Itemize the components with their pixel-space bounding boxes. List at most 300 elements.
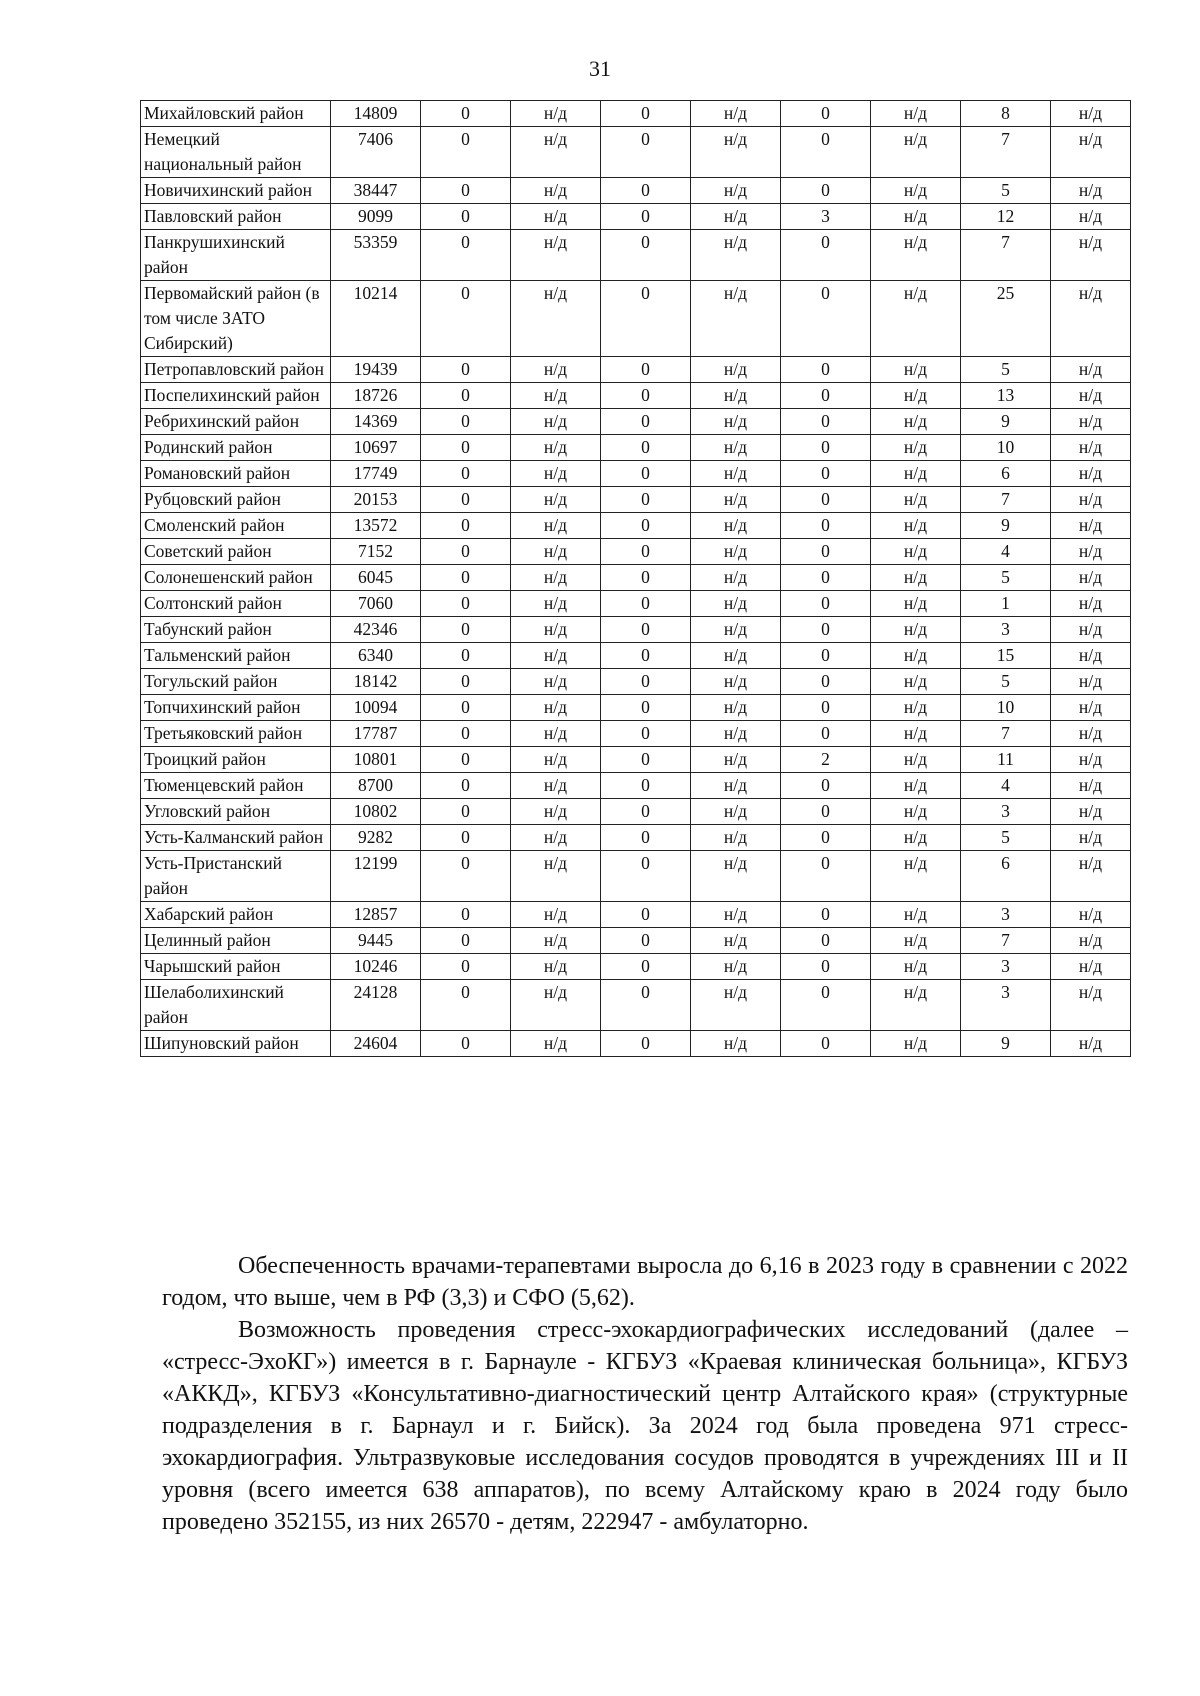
district-name-cell: Троицкий район [141,747,331,773]
value-cell: 8 [961,101,1051,127]
value-cell: 0 [601,230,691,281]
table-row [141,902,1131,928]
value-cell: 0 [601,383,691,409]
population-cell: 7406 [331,127,421,178]
population-cell: 17787 [331,721,421,747]
table-row [141,409,1131,435]
value-cell: н/д [511,565,601,591]
value-cell: н/д [691,799,781,825]
value-cell: н/д [691,1031,781,1057]
value-cell: 0 [421,461,511,487]
value-cell: 0 [421,851,511,902]
value-cell: н/д [871,487,961,513]
value-cell: 0 [781,435,871,461]
value-cell: 0 [781,695,871,721]
value-cell: 7 [961,487,1051,513]
value-cell: н/д [511,669,601,695]
value-cell: 0 [781,127,871,178]
table-row [141,954,1131,980]
value-cell: 0 [781,230,871,281]
table-row [141,799,1131,825]
value-cell: н/д [871,591,961,617]
value-cell: 0 [421,773,511,799]
value-cell: 10 [961,435,1051,461]
table-row [141,928,1131,954]
population-cell: 9099 [331,204,421,230]
value-cell: н/д [511,902,601,928]
value-cell: 11 [961,747,1051,773]
value-cell: н/д [511,928,601,954]
district-name-cell: Чарышский район [141,954,331,980]
value-cell: 0 [421,1031,511,1057]
district-name-cell: Тюменцевский район [141,773,331,799]
value-cell: н/д [511,281,601,357]
value-cell: 0 [421,980,511,1031]
value-cell: 0 [421,204,511,230]
table-row [141,487,1131,513]
value-cell: 12 [961,204,1051,230]
district-name-cell: Рубцовский район [141,487,331,513]
value-cell: 15 [961,643,1051,669]
value-cell: 0 [781,617,871,643]
value-cell: 0 [421,357,511,383]
value-cell: н/д [511,721,601,747]
population-cell: 24128 [331,980,421,1031]
value-cell: н/д [1051,695,1131,721]
value-cell: н/д [691,721,781,747]
value-cell: 0 [421,435,511,461]
value-cell: н/д [871,101,961,127]
district-name-cell: Тальменский район [141,643,331,669]
population-cell: 10094 [331,695,421,721]
value-cell: 0 [781,101,871,127]
value-cell: 0 [421,127,511,178]
value-cell: н/д [871,178,961,204]
value-cell: 0 [421,513,511,539]
value-cell: н/д [1051,435,1131,461]
value-cell: н/д [691,435,781,461]
value-cell: н/д [1051,487,1131,513]
value-cell: н/д [871,409,961,435]
district-name-cell: Тогульский район [141,669,331,695]
paragraph-1: Обеспеченность врачами-терапевтами выросла до 6,16 в 2023 году в сравнении с 2022 годом, что выше, чем в РФ (3,3) и СФО (5,62). [162,1253,1128,1311]
population-cell: 10802 [331,799,421,825]
value-cell: н/д [1051,669,1131,695]
value-cell: н/д [691,539,781,565]
value-cell: 7 [961,230,1051,281]
value-cell: 0 [781,178,871,204]
value-cell: 0 [601,747,691,773]
value-cell: н/д [691,617,781,643]
value-cell: н/д [871,695,961,721]
value-cell: 0 [601,281,691,357]
value-cell: н/д [1051,643,1131,669]
value-cell: н/д [1051,954,1131,980]
value-cell: 0 [601,851,691,902]
population-cell: 14369 [331,409,421,435]
value-cell: 0 [781,487,871,513]
value-cell: н/д [691,487,781,513]
value-cell: н/д [511,617,601,643]
value-cell: н/д [1051,230,1131,281]
value-cell: н/д [691,565,781,591]
population-cell: 24604 [331,1031,421,1057]
district-name-cell: Романовский район [141,461,331,487]
value-cell: н/д [1051,773,1131,799]
value-cell: н/д [691,461,781,487]
table-row [141,204,1131,230]
value-cell: 0 [601,669,691,695]
value-cell: 0 [781,825,871,851]
value-cell: 0 [601,409,691,435]
population-cell: 9282 [331,825,421,851]
value-cell: 0 [601,539,691,565]
value-cell: н/д [511,695,601,721]
value-cell: 0 [601,178,691,204]
value-cell: 0 [781,902,871,928]
value-cell: 0 [781,513,871,539]
table-row [141,357,1131,383]
value-cell: н/д [511,101,601,127]
value-cell: н/д [691,643,781,669]
value-cell: н/д [691,669,781,695]
value-cell: 0 [781,383,871,409]
value-cell: н/д [1051,357,1131,383]
value-cell: н/д [691,383,781,409]
value-cell: н/д [511,513,601,539]
value-cell: н/д [691,281,781,357]
value-cell: 2 [781,747,871,773]
table-row [141,281,1131,357]
population-cell: 53359 [331,230,421,281]
body-text [162,1250,1128,1538]
value-cell: н/д [1051,747,1131,773]
value-cell: 0 [601,435,691,461]
population-cell: 10246 [331,954,421,980]
population-cell: 10214 [331,281,421,357]
district-name-cell: Первомайский район (в том числе ЗАТО Сибирский) [141,281,331,357]
district-name-cell: Топчихинский район [141,695,331,721]
value-cell: н/д [871,435,961,461]
value-cell: 0 [421,954,511,980]
value-cell: н/д [871,954,961,980]
population-cell: 12857 [331,902,421,928]
value-cell: н/д [511,409,601,435]
value-cell: 3 [961,799,1051,825]
value-cell: 0 [601,1031,691,1057]
table-row [141,435,1131,461]
value-cell: 0 [421,565,511,591]
value-cell: 5 [961,565,1051,591]
table-row [141,773,1131,799]
value-cell: 3 [961,902,1051,928]
table-row [141,643,1131,669]
value-cell: н/д [511,825,601,851]
value-cell: н/д [871,902,961,928]
value-cell: н/д [511,178,601,204]
value-cell: 0 [601,591,691,617]
value-cell: 9 [961,1031,1051,1057]
page-number: 31 [589,56,611,81]
value-cell: н/д [1051,409,1131,435]
table-row [141,591,1131,617]
value-cell: н/д [511,230,601,281]
value-cell: н/д [1051,565,1131,591]
value-cell: 0 [601,643,691,669]
value-cell: н/д [1051,902,1131,928]
population-cell: 7152 [331,539,421,565]
value-cell: н/д [871,1031,961,1057]
value-cell: 0 [421,669,511,695]
value-cell: н/д [871,980,961,1031]
value-cell: н/д [871,721,961,747]
value-cell: 0 [781,669,871,695]
value-cell: 5 [961,178,1051,204]
district-name-cell: Целинный район [141,928,331,954]
value-cell: н/д [691,825,781,851]
value-cell: н/д [871,127,961,178]
value-cell: 0 [601,695,691,721]
value-cell: н/д [511,539,601,565]
value-cell: н/д [871,513,961,539]
value-cell: н/д [1051,281,1131,357]
value-cell: 0 [781,721,871,747]
value-cell: 0 [601,513,691,539]
value-cell: н/д [1051,461,1131,487]
value-cell: н/д [511,591,601,617]
district-name-cell: Солонешенский район [141,565,331,591]
table-row [141,747,1131,773]
value-cell: 0 [601,773,691,799]
population-cell: 19439 [331,357,421,383]
value-cell: н/д [871,565,961,591]
value-cell: 0 [601,980,691,1031]
value-cell: н/д [511,773,601,799]
population-cell: 6340 [331,643,421,669]
value-cell: н/д [511,435,601,461]
value-cell: н/д [871,799,961,825]
value-cell: н/д [871,357,961,383]
population-cell: 10697 [331,435,421,461]
table-row [141,461,1131,487]
district-name-cell: Усть-Калманский район [141,825,331,851]
value-cell: 6 [961,851,1051,902]
value-cell: н/д [871,928,961,954]
value-cell: 3 [781,204,871,230]
population-cell: 12199 [331,851,421,902]
value-cell: н/д [1051,851,1131,902]
value-cell: 0 [421,695,511,721]
table-row [141,230,1131,281]
value-cell: н/д [871,669,961,695]
value-cell: 0 [781,409,871,435]
value-cell: н/д [871,281,961,357]
value-cell: н/д [1051,799,1131,825]
value-cell: н/д [511,127,601,178]
value-cell: н/д [1051,928,1131,954]
table-row [141,127,1131,178]
value-cell: 0 [421,539,511,565]
population-cell: 38447 [331,178,421,204]
value-cell: н/д [1051,980,1131,1031]
value-cell: н/д [691,954,781,980]
value-cell: 0 [601,461,691,487]
value-cell: н/д [691,928,781,954]
value-cell: 5 [961,825,1051,851]
value-cell: 0 [781,954,871,980]
population-cell: 10801 [331,747,421,773]
value-cell: н/д [691,230,781,281]
value-cell: н/д [1051,1031,1131,1057]
value-cell: н/д [691,980,781,1031]
value-cell: 9 [961,409,1051,435]
value-cell: 9 [961,513,1051,539]
value-cell: н/д [871,539,961,565]
value-cell: н/д [1051,204,1131,230]
district-name-cell: Смоленский район [141,513,331,539]
value-cell: 10 [961,695,1051,721]
district-name-cell: Петропавловский район [141,357,331,383]
value-cell: 0 [601,204,691,230]
value-cell: 0 [781,357,871,383]
value-cell: н/д [691,409,781,435]
value-cell: 3 [961,954,1051,980]
district-name-cell: Новичихинский район [141,178,331,204]
value-cell: 0 [421,825,511,851]
value-cell: 0 [601,721,691,747]
value-cell: 4 [961,539,1051,565]
value-cell: н/д [1051,591,1131,617]
table-row [141,565,1131,591]
table-row [141,383,1131,409]
population-cell: 6045 [331,565,421,591]
table-row [141,617,1131,643]
population-cell: 9445 [331,928,421,954]
value-cell: 7 [961,721,1051,747]
value-cell: 0 [601,902,691,928]
value-cell: 7 [961,928,1051,954]
value-cell: н/д [511,204,601,230]
value-cell: н/д [1051,101,1131,127]
value-cell: 0 [421,643,511,669]
value-cell: 0 [421,383,511,409]
value-cell: н/д [511,954,601,980]
district-name-cell: Шелаболихинский район [141,980,331,1031]
value-cell: 1 [961,591,1051,617]
district-name-cell: Шипуновский район [141,1031,331,1057]
value-cell: 0 [601,928,691,954]
population-cell: 14809 [331,101,421,127]
value-cell: 0 [421,902,511,928]
district-name-cell: Табунский район [141,617,331,643]
value-cell: н/д [1051,539,1131,565]
table-row [141,825,1131,851]
value-cell: н/д [691,101,781,127]
value-cell: н/д [691,591,781,617]
value-cell: 0 [781,281,871,357]
population-cell: 7060 [331,591,421,617]
value-cell: 0 [421,281,511,357]
value-cell: н/д [511,747,601,773]
district-name-cell: Павловский район [141,204,331,230]
value-cell: н/д [871,461,961,487]
value-cell: н/д [691,178,781,204]
districts-table [140,100,1131,1057]
population-cell: 20153 [331,487,421,513]
population-cell: 42346 [331,617,421,643]
value-cell: 0 [781,461,871,487]
value-cell: 13 [961,383,1051,409]
value-cell: н/д [871,747,961,773]
value-cell: н/д [691,513,781,539]
table-row [141,851,1131,902]
value-cell: н/д [691,695,781,721]
value-cell: 7 [961,127,1051,178]
population-cell: 18726 [331,383,421,409]
value-cell: н/д [871,617,961,643]
table-row [141,980,1131,1031]
population-cell: 13572 [331,513,421,539]
value-cell: н/д [511,851,601,902]
value-cell: н/д [511,357,601,383]
value-cell: н/д [691,357,781,383]
district-name-cell: Третьяковский район [141,721,331,747]
value-cell: 5 [961,669,1051,695]
value-cell: 0 [781,591,871,617]
value-cell: 3 [961,617,1051,643]
value-cell: 0 [421,178,511,204]
value-cell: н/д [511,643,601,669]
district-name-cell: Усть-Пристанский район [141,851,331,902]
table-row [141,178,1131,204]
value-cell: н/д [1051,178,1131,204]
value-cell: н/д [1051,721,1131,747]
value-cell: 0 [421,617,511,643]
value-cell: 0 [421,487,511,513]
value-cell: н/д [691,127,781,178]
value-cell: 0 [601,954,691,980]
table-row [141,513,1131,539]
value-cell: 0 [781,928,871,954]
value-cell: 0 [781,799,871,825]
district-name-cell: Немецкий национальный район [141,127,331,178]
population-cell: 17749 [331,461,421,487]
value-cell: н/д [691,773,781,799]
district-name-cell: Михайловский район [141,101,331,127]
value-cell: 0 [781,643,871,669]
value-cell: 0 [601,825,691,851]
value-cell: н/д [691,204,781,230]
value-cell: 0 [601,127,691,178]
value-cell: н/д [691,747,781,773]
value-cell: 0 [421,721,511,747]
population-cell: 18142 [331,669,421,695]
value-cell: н/д [871,230,961,281]
value-cell: 0 [601,617,691,643]
value-cell: н/д [511,980,601,1031]
value-cell: 0 [421,747,511,773]
value-cell: н/д [1051,383,1131,409]
value-cell: 0 [601,357,691,383]
district-name-cell: Солтонский район [141,591,331,617]
value-cell: 0 [601,487,691,513]
value-cell: 3 [961,980,1051,1031]
value-cell: 0 [601,565,691,591]
value-cell: 6 [961,461,1051,487]
value-cell: н/д [871,643,961,669]
value-cell: н/д [511,461,601,487]
value-cell: н/д [511,487,601,513]
